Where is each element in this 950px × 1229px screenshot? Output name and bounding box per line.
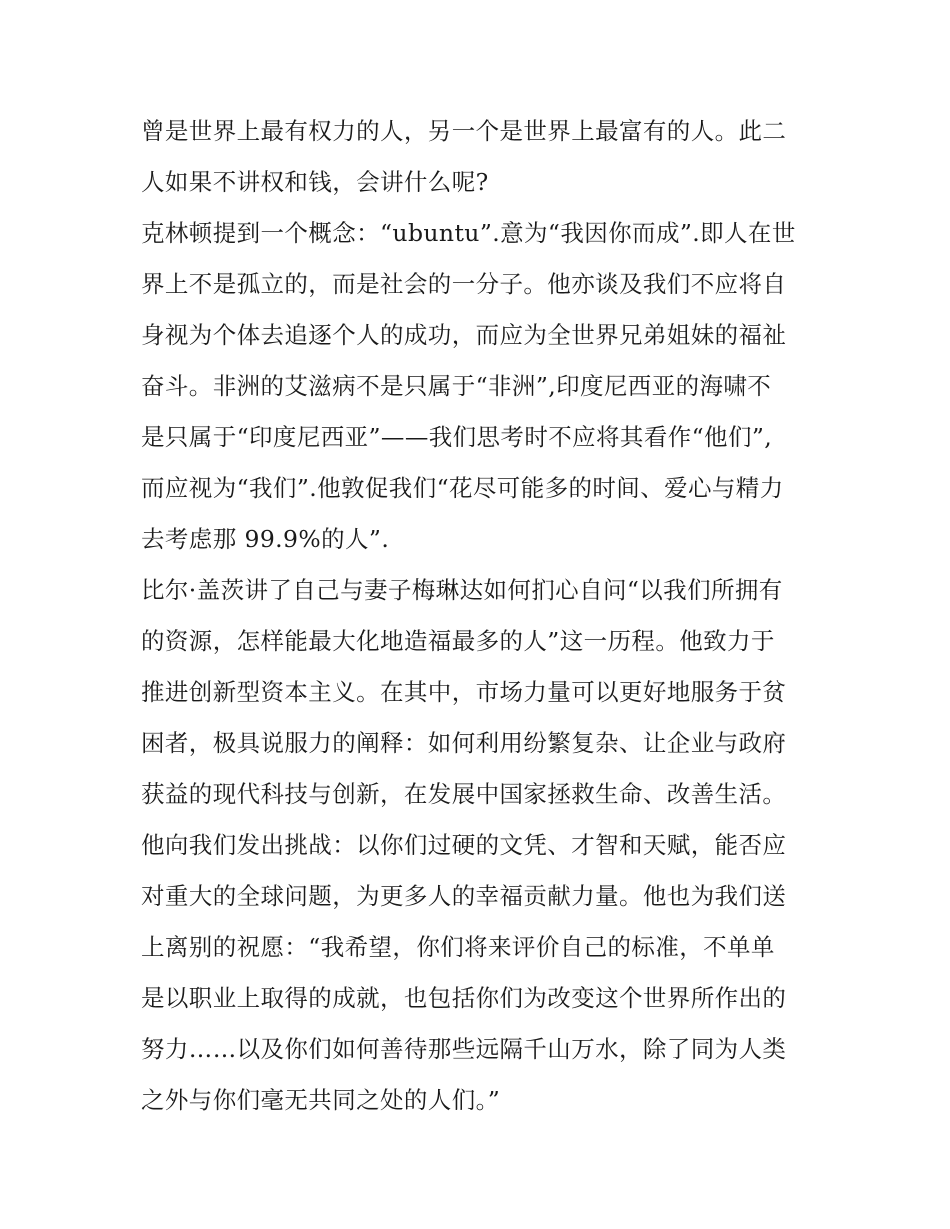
text-line: 推进创新型资本主义。在其中，市场力量可以更好地服务于贫	[141, 678, 787, 706]
text-line: 克林顿提到一个概念：“ubuntu”.意为“我因你而成”.即人在世	[141, 219, 796, 247]
text-line: 困者，极具说服力的阐释：如何利用纷繁复杂、让企业与政府	[141, 729, 787, 757]
text-line: 的资源，怎样能最大化地造福最多的人”这一历程。他致力于	[141, 627, 775, 655]
paragraph-gates	[141, 565, 813, 1126]
text-line: 而应视为“我们”.他敦促我们“花尽可能多的时间、爱心与精力	[141, 474, 784, 502]
text-line: 界上不是孤立的，而是社会的一分子。他亦谈及我们不应将自	[141, 270, 787, 298]
text-line: 奋斗。非洲的艾滋病不是只属于“非洲”,印度尼西亚的海啸不	[141, 372, 772, 400]
text-line: 是只属于“印度尼西亚”——我们思考时不应将其看作“他们”,	[141, 423, 773, 451]
text-line: 去考虑那 99.9%的人”.	[141, 525, 390, 553]
paragraph-clinton	[141, 208, 813, 565]
text-line: 身视为个体去追逐个人的成功，而应为全世界兄弟姐妹的福祉	[141, 321, 787, 349]
text-line: 获益的现代科技与创新，在发展中国家拯救生命、改善生活。	[141, 780, 787, 808]
text-line: 是以职业上取得的成就，也包括你们为改变这个世界所作出的	[141, 984, 787, 1012]
text-body	[141, 106, 813, 1126]
text-line: 上离别的祝愿：“我希望，你们将来评价自己的标准，不单单	[141, 933, 775, 961]
text-line: 比尔·盖茨讲了自己与妻子梅琳达如何扪心自问“以我们所拥有	[141, 576, 783, 604]
paragraph-intro	[141, 106, 813, 208]
text-line: 对重大的全球问题，为更多人的幸福贡献力量。他也为我们送	[141, 882, 787, 910]
text-line: 他向我们发出挑战：以你们过硬的文凭、才智和天赋，能否应	[141, 831, 787, 859]
text-line: 人如果不讲权和钱，会讲什么呢?	[141, 168, 489, 196]
text-line: 曾是世界上最有权力的人，另一个是世界上最富有的人。此二	[141, 117, 787, 145]
text-line: 之外与你们毫无共同之处的人们。”	[141, 1086, 501, 1114]
text-line: 努力……以及你们如何善待那些远隔千山万水，除了同为人类	[141, 1035, 787, 1063]
